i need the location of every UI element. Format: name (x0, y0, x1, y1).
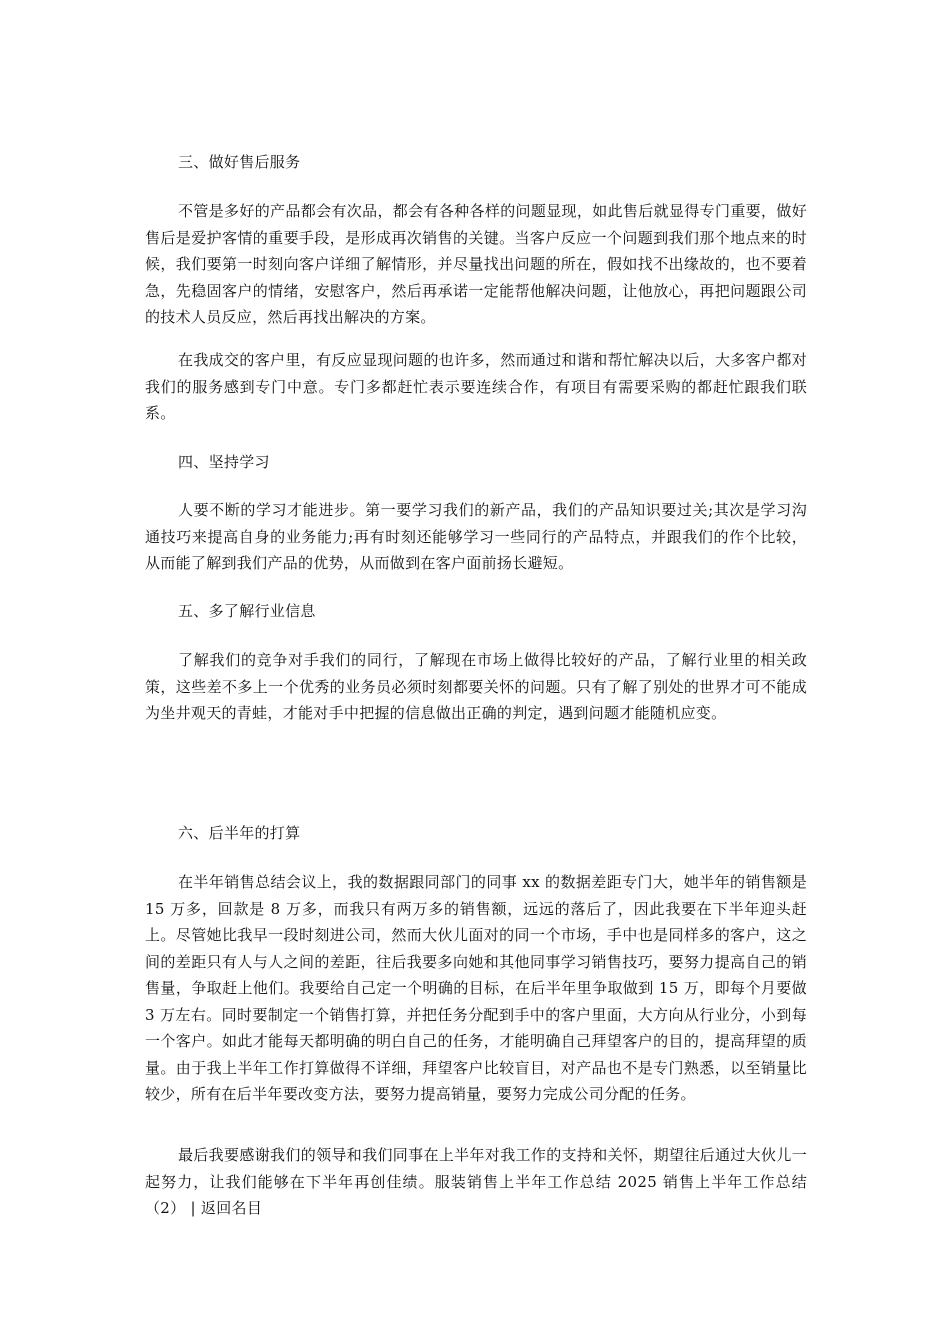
paragraph-keep-learning: 人要不断的学习才能进步。第一要学习我们的新产品，我们的产品知识要过关;其次是学习沟通技巧来提高自身的业务能力;再有时刻还能够学习一些同行的产品特点，并跟我们的作个比较，从而能了解到我们产品的优势，从而做到在客户面前扬长避短。 (145, 501, 807, 572)
paragraph-closing: 最后我要感谢我们的领导和我们同事在上半年对我工作的支持和关怀，期望往后通过大伙儿一起努力，让我们能够在下半年再创佳绩。服装销售上半年工作总结 2025 销售上半年工作总结（2） | 返回名目 (145, 1146, 807, 1217)
section-heading-after-sales: 三、做好售后服务 (178, 153, 301, 171)
section-heading-keep-learning: 四、坚持学习 (178, 453, 270, 471)
paragraph-after-sales-1: 不管是多好的产品都会有次品，都会有各种各样的问题显现，如此售后就显得专门重要，做好售后是爱护客情的重要手段，是形成再次销售的关键。当客户反应一个问题到我们那个地点来的时候，我们要第一时刻向客户详细了解情形，并尽量找出问题的所在，假如找不出缘故的，也不要着急，先稳固客户的情绪，安慰客户，然后再承诺一定能帮他解决问题，让他放心，再把问题跟公司的技术人员反应，然后再找出解决的方案。 (145, 202, 807, 326)
paragraph-industry-info: 了解我们的竞争对手我们的同行，了解现在市场上做得比较好的产品，了解行业里的相关政策，这些差不多上一个优秀的业务员必须时刻都要关怀的问题。只有了解了别处的世界才可不能成为坐井观天的青蛙，才能对手中把握的信息做出正确的判定，遇到问题才能随机应变。 (145, 651, 807, 722)
paragraph-second-half-plan: 在半年销售总结会议上，我的数据跟同部门的同事 xx 的数据差距专门大，她半年的销售额是 15 万多，回款是 8 万多，而我只有两万多的销售额，远远的落后了，因此我要在下半年迎头赶上。尽管她比我早一段时刻进公司，然而大伙儿面对的同一个市场，手中也是同样多的客户，这之间的差距只有人与人之间的差距，往后我要多向她和其他同事学习销售技巧，要努力提高自己的销售量，争取赶上他们。我要给自己定一个明确的目标，在后半年里争取做到 15 万，即每个月要做 3 万左右。同时要制定一个销售打算，并把任务分配到手中的客户里面，大方向从行业分，小到每一个客户。如此才能每天都明确的明白自己的任务，才能明确自己拜望客户的目的，提高拜望的质量。由于我上半年工作打算做得不详细，拜望客户比较盲目，对产品也不是专门熟悉，以至销量比较少，所有在后半年要改变方法，要努力提高销量，要努力完成公司分配的任务。 (145, 873, 807, 1103)
section-heading-industry-info: 五、多了解行业信息 (178, 602, 316, 620)
paragraph-after-sales-2: 在我成交的客户里，有反应显现问题的也许多，然而通过和谐和帮忙解决以后，大多客户都对我们的服务感到专门中意。专门多都赶忙表示要连续合作，有项目有需要采购的都赶忙跟我们联系。 (145, 351, 807, 422)
section-heading-second-half-plan: 六、后半年的打算 (178, 824, 301, 842)
